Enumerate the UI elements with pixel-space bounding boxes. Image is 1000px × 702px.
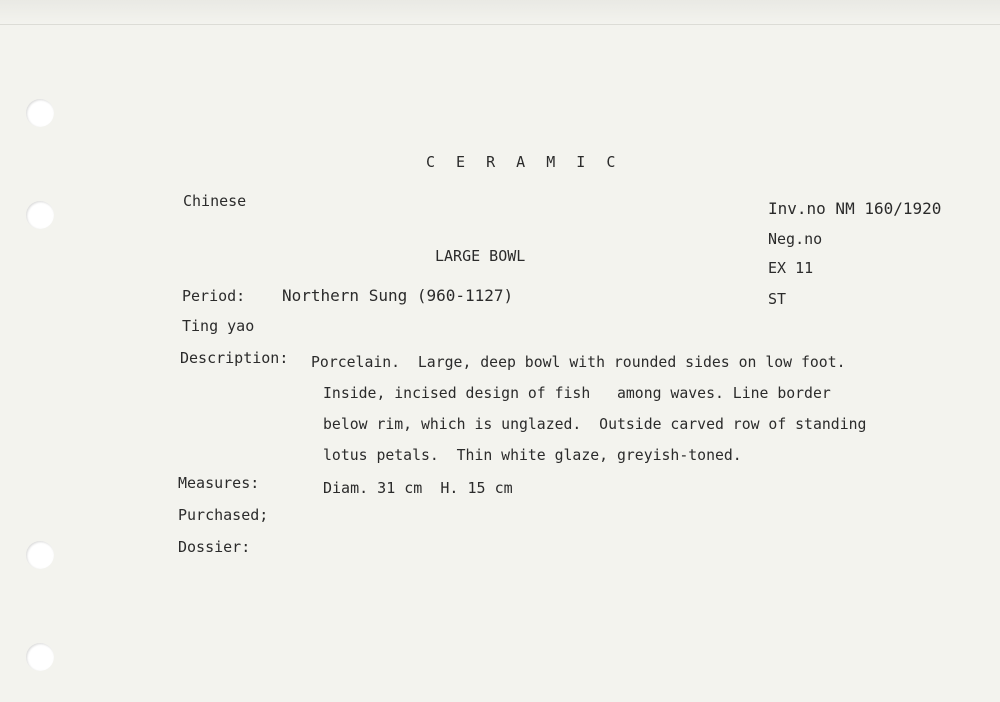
object-name: LARGE BOWL bbox=[435, 247, 526, 265]
negative-number: EX 11 bbox=[768, 259, 814, 277]
ware-text: Ting yao bbox=[182, 317, 255, 335]
measures-value: Diam. 31 cm H. 15 cm bbox=[323, 479, 513, 497]
negative-label: Neg.no bbox=[768, 230, 823, 248]
description-line-4: lotus petals. Thin white glaze, greyish-toned. bbox=[323, 447, 742, 464]
punch-hole-4 bbox=[26, 643, 54, 671]
punch-hole-3 bbox=[26, 541, 54, 569]
description-line-1: Porcelain. Large, deep bowl with rounded sides on low foot. bbox=[311, 354, 846, 371]
description-line-3: below rim, which is unglazed. Outside carved row of standing bbox=[323, 416, 867, 433]
origin-text: Chinese bbox=[183, 192, 247, 210]
punch-hole-1 bbox=[26, 99, 54, 127]
measures-label: Measures: bbox=[178, 474, 260, 492]
description-label: Description: bbox=[180, 349, 289, 367]
description-line-2: Inside, incised design of fish among waves. Line border bbox=[323, 385, 831, 402]
card-heading: C E R A M I C bbox=[426, 153, 622, 171]
card-top-edge bbox=[0, 0, 1000, 25]
period-value: Northern Sung (960-1127) bbox=[282, 286, 514, 305]
inventory-number: Inv.no NM 160/1920 bbox=[768, 199, 942, 218]
period-label: Period: bbox=[182, 287, 246, 305]
st-text: ST bbox=[768, 290, 787, 308]
punch-hole-2 bbox=[26, 201, 54, 229]
dossier-label: Dossier: bbox=[178, 538, 251, 556]
purchased-label: Purchased; bbox=[178, 506, 269, 524]
